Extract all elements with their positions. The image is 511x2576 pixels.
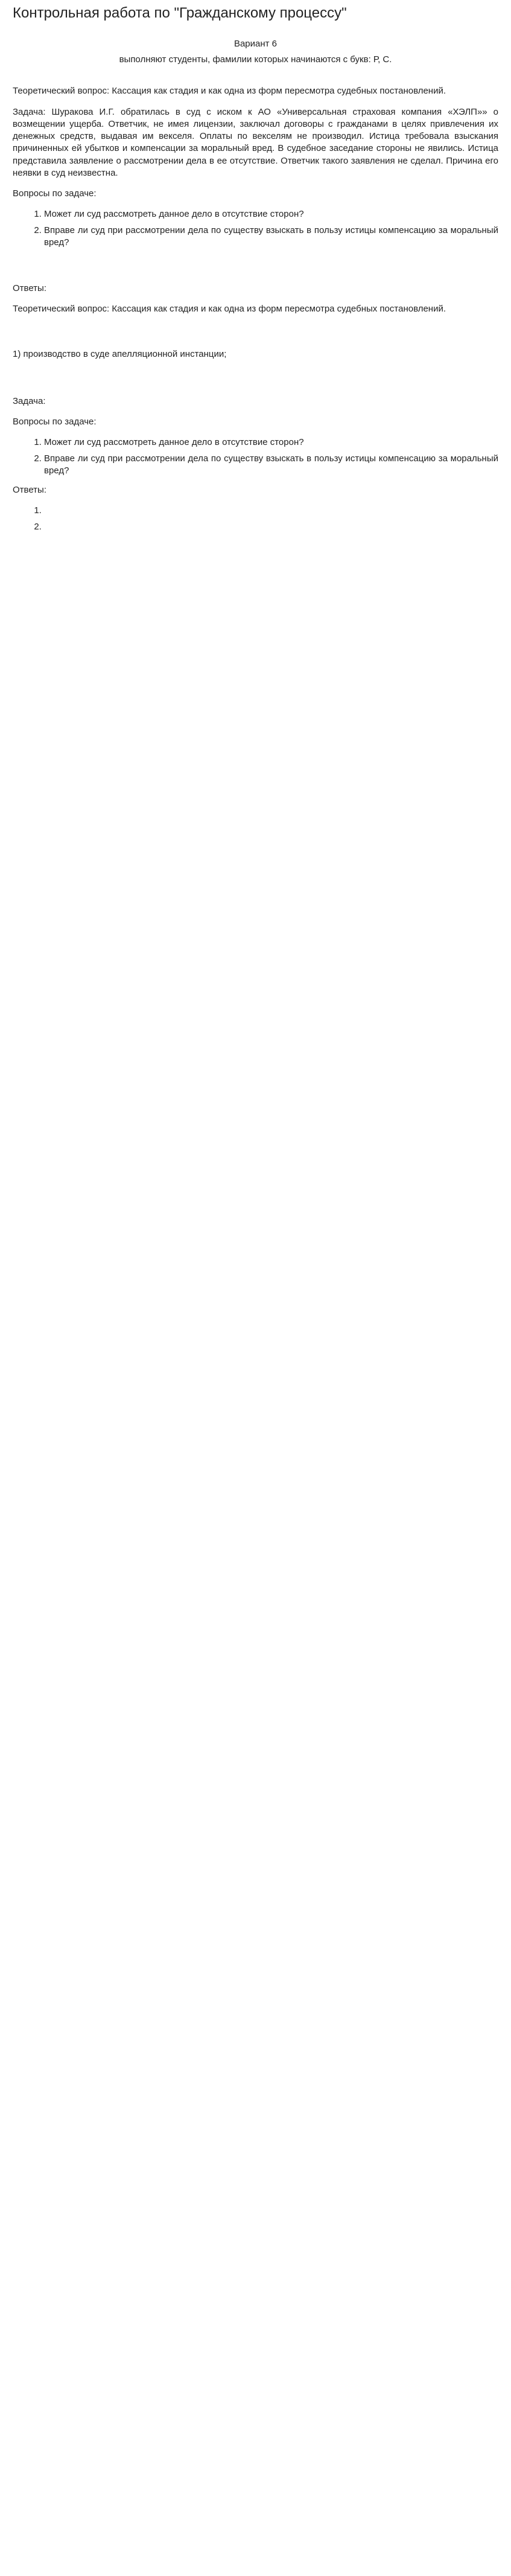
question-item: 1. Может ли суд рассмотреть данное дело в отсутствие сторон?: [44, 436, 498, 449]
document-page: [13, 0, 498, 566]
answers-label-2: Ответы:: [13, 485, 47, 496]
variant-label: Вариант 6: [233, 38, 278, 49]
question-item: 2. Вправе ли суд при рассмотрении дела по существу взыскать в пользу истицы компенсацию за моральный вред?: [44, 225, 498, 249]
stage-item: 1) производство в суде апелляционной инстанции;: [13, 348, 227, 359]
question-item: 1. Может ли суд рассмотреть данное дело в отсутствие сторон?: [44, 208, 498, 220]
students-note: выполняют студенты, фамилии которых начинаются с букв: Р, С.: [119, 54, 392, 65]
questions-label: Вопросы по задаче:: [13, 188, 97, 199]
questions-list-2: [13, 436, 498, 477]
task-label: Задача:: [13, 395, 46, 406]
questions-label-2: Вопросы по задаче:: [13, 417, 97, 427]
answers-list: [13, 505, 498, 533]
questions-list: [13, 208, 498, 249]
answer-item: [44, 505, 498, 517]
document-title: Контрольная работа по "Гражданскому процессу": [13, 5, 347, 21]
question-item: 2. Вправе ли суд при рассмотрении дела по существу взыскать в пользу истицы компенсацию за моральный вред?: [44, 453, 498, 478]
answers-theory-heading: Теоретический вопрос: Кассация как стадия и как одна из форм пересмотра судебных постановлений.: [13, 304, 446, 315]
answers-label: Ответы:: [13, 283, 47, 294]
task-text: Задача: Шуракова И.Г. обратилась в суд с иском к АО «Универсальная страховая компания «ХЭЛП»» о возмещении ущерба. Ответчик, не имея лицензии, заключал договоры с гражданами в целях привлечения их денежных средств, выдавая им векселя. Оплаты по векселям не производил. Истица требовала взыскания причиненных ей убытков и компенсации за моральный вред. В судебное заседание стороны не явились. Истица представила заявление о рассмотрении дела в ее отсутствие. Ответчик такого заявления не сделал. Причина его неявки в суд неизвестна.: [13, 106, 498, 178]
theory-question: Теоретический вопрос: Кассация как стадия и как одна из форм пересмотра судебных постановлений.: [13, 86, 446, 97]
answer-item: [44, 521, 498, 533]
